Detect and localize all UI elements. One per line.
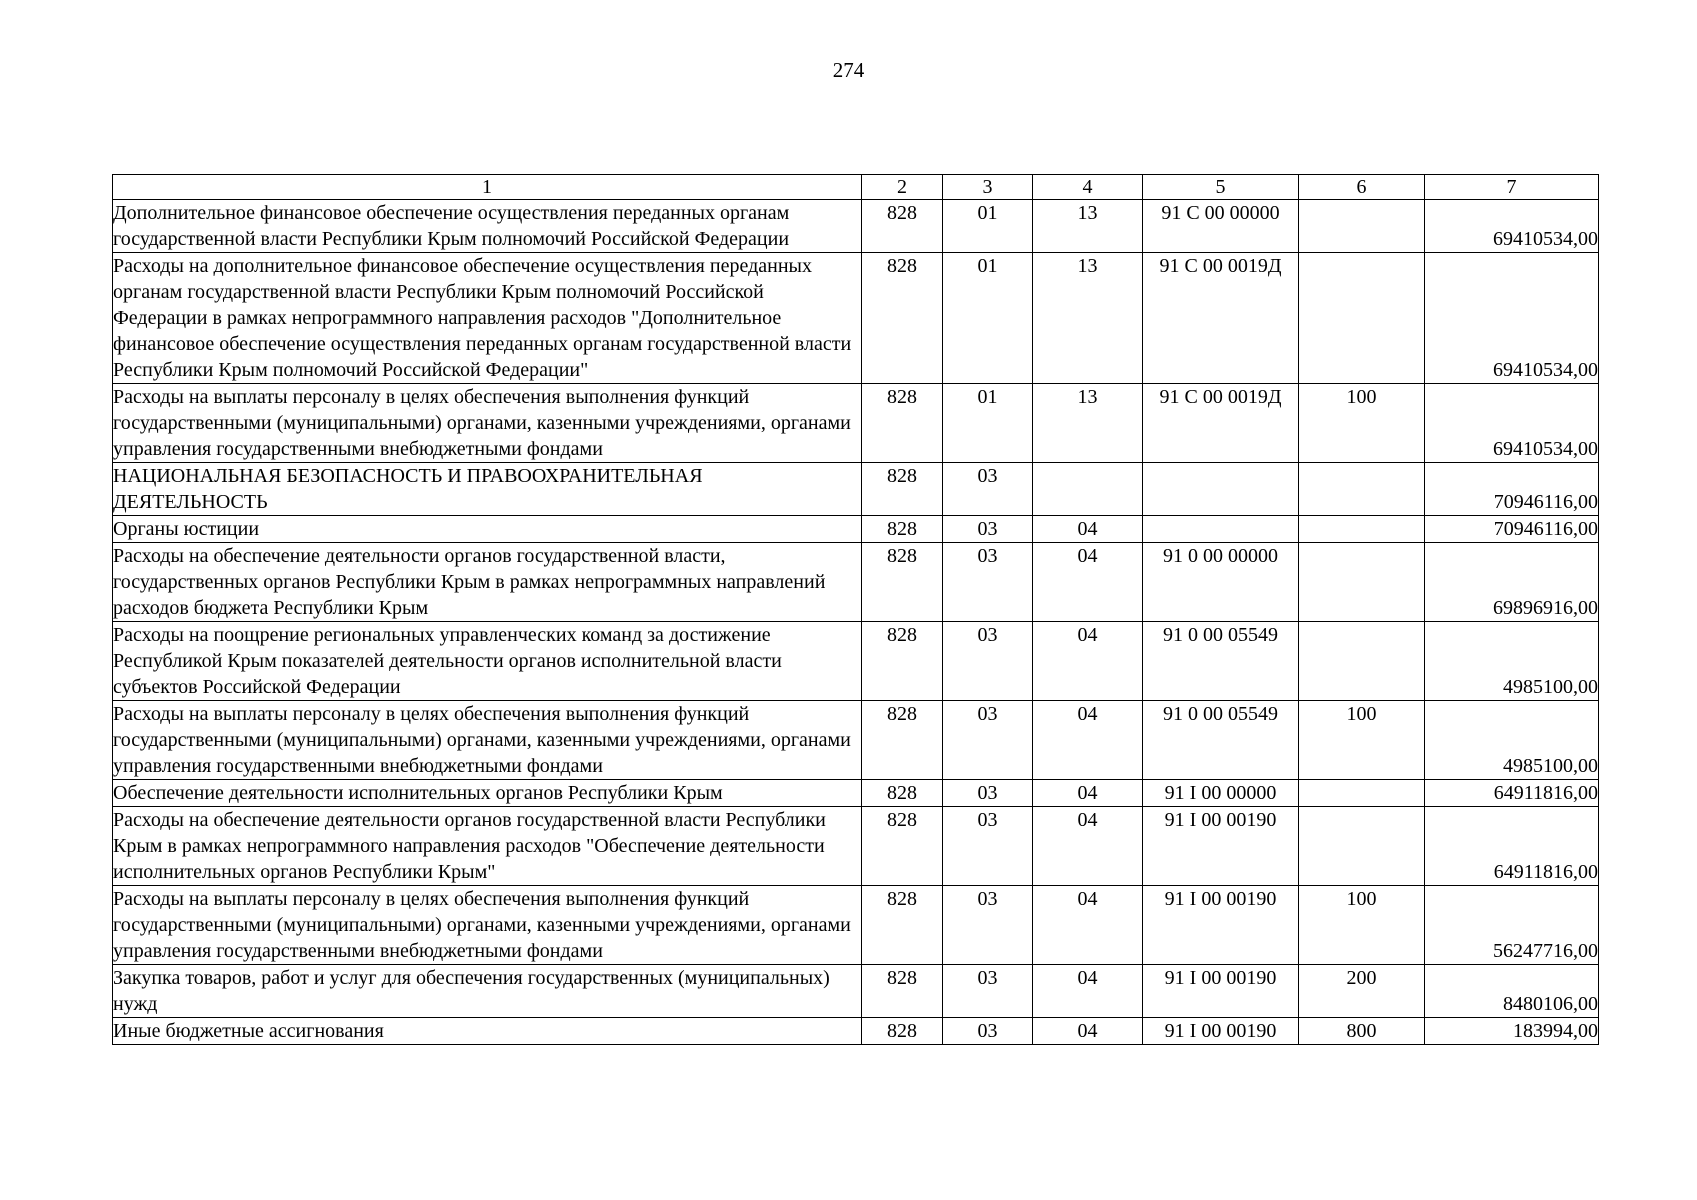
cell-target-article: 91 I 00 00000 — [1143, 780, 1299, 807]
cell-expense-type: 100 — [1299, 384, 1425, 463]
row-name: Расходы на поощрение региональных управленческих команд за достижение Республикой Крым показателей деятельности органов исполнительной власти субъектов Российской Федерации — [113, 622, 862, 701]
table-row — [113, 543, 1599, 622]
cell-subsection: 04 — [1033, 1018, 1143, 1045]
cell-amount: 64911816,00 — [1425, 780, 1599, 807]
cell-admin-code: 828 — [862, 780, 943, 807]
cell-amount: 8480106,00 — [1425, 965, 1599, 1018]
row-name: Расходы на выплаты персоналу в целях обеспечения выполнения функций государственными (муниципальными) органами, казенными учреждениями, органами управления государственными внебюджетными фондами — [113, 886, 862, 965]
cell-expense-type — [1299, 463, 1425, 516]
cell-target-article: 91 I 00 00190 — [1143, 807, 1299, 886]
row-name: Обеспечение деятельности исполнительных органов Республики Крым — [113, 780, 862, 807]
cell-expense-type: 200 — [1299, 965, 1425, 1018]
cell-subsection — [1033, 463, 1143, 516]
cell-subsection: 04 — [1033, 543, 1143, 622]
cell-target-article: 91 I 00 00190 — [1143, 886, 1299, 965]
cell-admin-code: 828 — [862, 516, 943, 543]
cell-admin-code: 828 — [862, 384, 943, 463]
table-row — [113, 886, 1599, 965]
cell-amount: 69410534,00 — [1425, 384, 1599, 463]
cell-amount: 69410534,00 — [1425, 253, 1599, 384]
cell-amount: 69896916,00 — [1425, 543, 1599, 622]
column-header: 3 — [943, 175, 1033, 200]
cell-target-article: 91 0 00 00000 — [1143, 543, 1299, 622]
cell-expense-type: 100 — [1299, 886, 1425, 965]
cell-amount: 4985100,00 — [1425, 622, 1599, 701]
cell-subsection: 04 — [1033, 965, 1143, 1018]
row-name: НАЦИОНАЛЬНАЯ БЕЗОПАСНОСТЬ И ПРАВООХРАНИТЕЛЬНАЯ ДЕЯТЕЛЬНОСТЬ — [113, 463, 862, 516]
cell-subsection: 04 — [1033, 516, 1143, 543]
cell-amount: 69410534,00 — [1425, 200, 1599, 253]
cell-section: 03 — [943, 886, 1033, 965]
cell-expense-type — [1299, 780, 1425, 807]
cell-section: 01 — [943, 200, 1033, 253]
cell-subsection: 04 — [1033, 886, 1143, 965]
table-row — [113, 1018, 1599, 1045]
cell-admin-code: 828 — [862, 622, 943, 701]
header-row — [113, 175, 1599, 200]
cell-admin-code: 828 — [862, 965, 943, 1018]
cell-subsection: 04 — [1033, 701, 1143, 780]
table-row — [113, 965, 1599, 1018]
cell-admin-code: 828 — [862, 543, 943, 622]
cell-expense-type — [1299, 543, 1425, 622]
cell-expense-type — [1299, 807, 1425, 886]
cell-admin-code: 828 — [862, 1018, 943, 1045]
cell-target-article — [1143, 516, 1299, 543]
cell-admin-code: 828 — [862, 253, 943, 384]
cell-amount: 70946116,00 — [1425, 516, 1599, 543]
cell-section: 03 — [943, 807, 1033, 886]
row-name: Органы юстиции — [113, 516, 862, 543]
cell-target-article: 91 С 00 0019Д — [1143, 384, 1299, 463]
row-name: Закупка товаров, работ и услуг для обеспечения государственных (муниципальных) нужд — [113, 965, 862, 1018]
cell-admin-code: 828 — [862, 701, 943, 780]
budget-table — [112, 174, 1599, 1045]
cell-subsection: 04 — [1033, 807, 1143, 886]
table-row — [113, 701, 1599, 780]
cell-expense-type — [1299, 253, 1425, 384]
cell-admin-code: 828 — [862, 807, 943, 886]
cell-target-article: 91 0 00 05549 — [1143, 622, 1299, 701]
column-header: 6 — [1299, 175, 1425, 200]
row-name: Расходы на обеспечение деятельности органов государственной власти Республики Крым в рамках непрограммного направления расходов "Обеспечение деятельности исполнительных органов Республики Крым" — [113, 807, 862, 886]
table-row — [113, 516, 1599, 543]
row-name: Расходы на обеспечение деятельности органов государственной власти, государственных органов Республики Крым в рамках непрограммных направлений расходов бюджета Республики Крым — [113, 543, 862, 622]
cell-section: 03 — [943, 1018, 1033, 1045]
cell-expense-type: 100 — [1299, 701, 1425, 780]
cell-target-article: 91 I 00 00190 — [1143, 965, 1299, 1018]
row-name: Иные бюджетные ассигнования — [113, 1018, 862, 1045]
table-row — [113, 463, 1599, 516]
cell-admin-code: 828 — [862, 200, 943, 253]
cell-amount: 4985100,00 — [1425, 701, 1599, 780]
cell-section: 03 — [943, 622, 1033, 701]
cell-section: 03 — [943, 965, 1033, 1018]
cell-section: 03 — [943, 701, 1033, 780]
cell-section: 03 — [943, 463, 1033, 516]
table-row — [113, 384, 1599, 463]
column-header: 2 — [862, 175, 943, 200]
cell-target-article: 91 С 00 0019Д — [1143, 253, 1299, 384]
cell-expense-type — [1299, 622, 1425, 701]
cell-target-article: 91 0 00 05549 — [1143, 701, 1299, 780]
column-header: 5 — [1143, 175, 1299, 200]
cell-admin-code: 828 — [862, 886, 943, 965]
cell-amount: 70946116,00 — [1425, 463, 1599, 516]
cell-section: 03 — [943, 543, 1033, 622]
table-row — [113, 200, 1599, 253]
row-name: Расходы на выплаты персоналу в целях обеспечения выполнения функций государственными (муниципальными) органами, казенными учреждениями, органами управления государственными внебюджетными фондами — [113, 384, 862, 463]
cell-section: 03 — [943, 780, 1033, 807]
cell-section: 03 — [943, 516, 1033, 543]
cell-subsection: 13 — [1033, 384, 1143, 463]
table-row — [113, 253, 1599, 384]
row-name: Расходы на дополнительное финансовое обеспечение осуществления переданных органам государственной власти Республики Крым полномочий Российской Федерации в рамках непрограммного направления расходов "Дополнительное финансовое обеспечение осуществления переданных органам государственной власти Республики Крым полномочий Российской Федерации" — [113, 253, 862, 384]
cell-amount: 183994,00 — [1425, 1018, 1599, 1045]
cell-subsection: 13 — [1033, 200, 1143, 253]
table-row — [113, 622, 1599, 701]
cell-amount: 64911816,00 — [1425, 807, 1599, 886]
cell-expense-type: 800 — [1299, 1018, 1425, 1045]
cell-amount: 56247716,00 — [1425, 886, 1599, 965]
cell-target-article: 91 С 00 00000 — [1143, 200, 1299, 253]
cell-expense-type — [1299, 516, 1425, 543]
page-number: 274 — [832, 58, 865, 82]
table-row — [113, 807, 1599, 886]
cell-section: 01 — [943, 384, 1033, 463]
cell-subsection: 04 — [1033, 780, 1143, 807]
column-header: 1 — [113, 175, 862, 200]
column-header: 4 — [1033, 175, 1143, 200]
cell-admin-code: 828 — [862, 463, 943, 516]
cell-target-article — [1143, 463, 1299, 516]
cell-subsection: 13 — [1033, 253, 1143, 384]
table-row — [113, 780, 1599, 807]
cell-subsection: 04 — [1033, 622, 1143, 701]
cell-expense-type — [1299, 200, 1425, 253]
column-header: 7 — [1425, 175, 1599, 200]
row-name: Расходы на выплаты персоналу в целях обеспечения выполнения функций государственными (муниципальными) органами, казенными учреждениями, органами управления государственными внебюджетными фондами — [113, 701, 862, 780]
cell-target-article: 91 I 00 00190 — [1143, 1018, 1299, 1045]
cell-section: 01 — [943, 253, 1033, 384]
row-name: Дополнительное финансовое обеспечение осуществления переданных органам государственной власти Республики Крым полномочий Российской Федерации — [113, 200, 862, 253]
